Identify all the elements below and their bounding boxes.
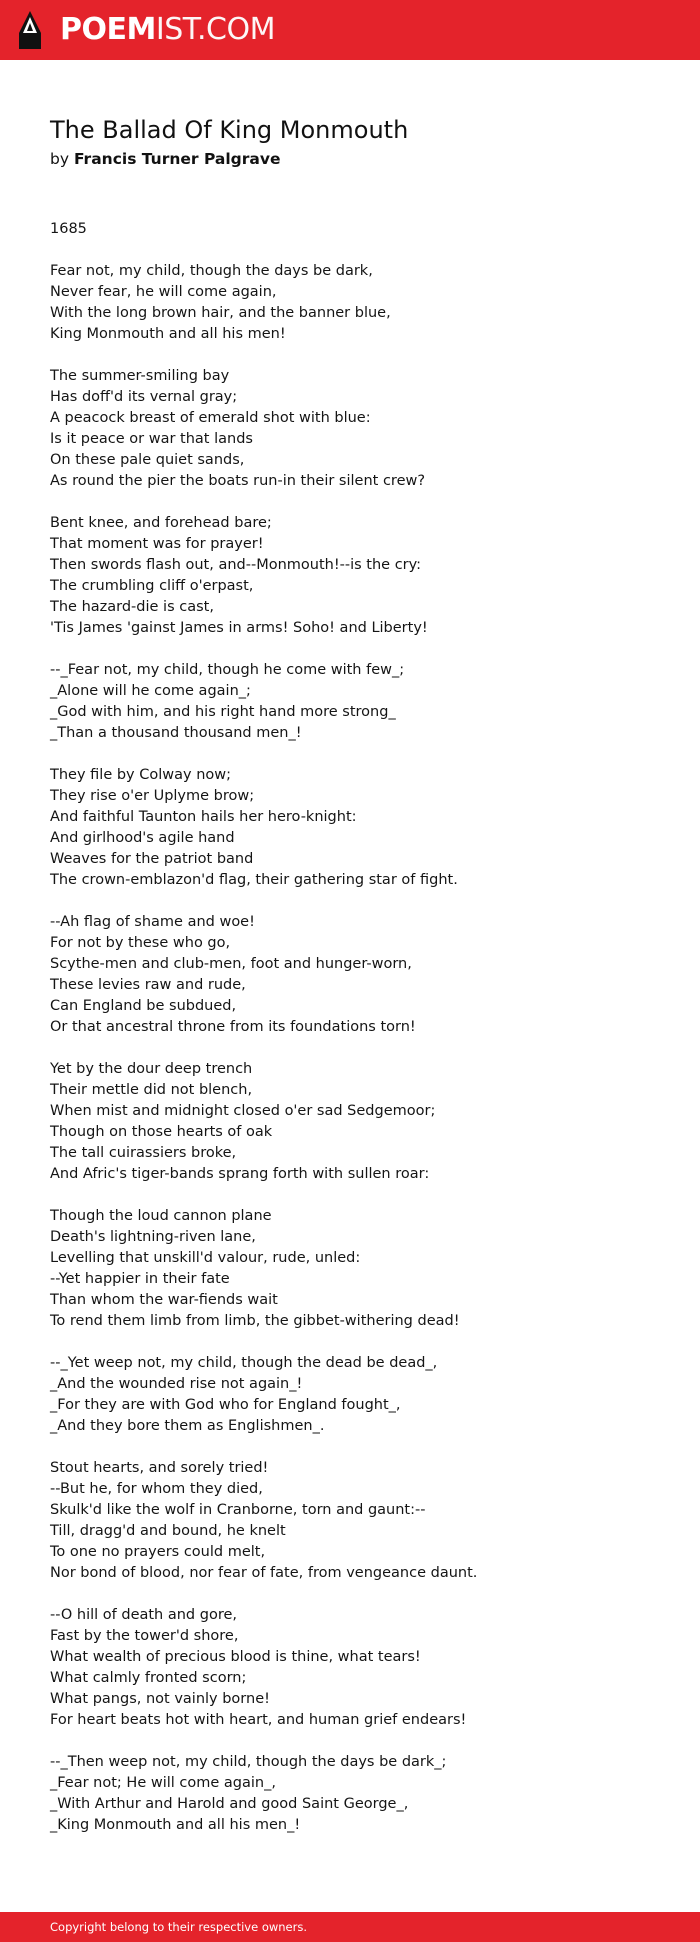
poem-line: 1685 xyxy=(50,221,87,237)
poem-line: King Monmouth and all his men! xyxy=(50,326,286,342)
poem-line: For not by these who go, xyxy=(50,935,231,951)
poem-line: _Than a thousand thousand men_! xyxy=(50,725,302,741)
poem-line: _With Arthur and Harold and good Saint George_, xyxy=(50,1796,409,1812)
poem-line: And girlhood's agile hand xyxy=(50,830,235,846)
poem-line: Fear not, my child, though the days be dark, xyxy=(50,263,373,279)
poem-line: Levelling that unskill'd valour, rude, unled: xyxy=(50,1250,361,1266)
poem-line: That moment was for prayer! xyxy=(50,536,264,552)
stanza xyxy=(50,261,670,345)
poem-line: A peacock breast of emerald shot with blue: xyxy=(50,410,371,426)
site-footer xyxy=(0,1912,700,1942)
poem-line: Than whom the war-fiends wait xyxy=(50,1292,278,1308)
poem-line: Nor bond of blood, nor fear of fate, from vengeance daunt. xyxy=(50,1565,478,1581)
poem-line: Their mettle did not blench, xyxy=(50,1082,253,1098)
poem-line: These levies raw and rude, xyxy=(50,977,246,993)
stanza xyxy=(50,912,670,1038)
poem-line: Though on those hearts of oak xyxy=(50,1124,273,1140)
pen-nib-icon xyxy=(16,9,44,51)
poem-title: The Ballad Of King Monmouth xyxy=(50,116,409,144)
poem-line: Bent knee, and forehead bare; xyxy=(50,515,272,531)
poem-line: Never fear, he will come again, xyxy=(50,284,277,300)
site-header xyxy=(0,0,700,60)
stanza xyxy=(50,1752,670,1836)
poem-line: Can England be subdued, xyxy=(50,998,237,1014)
copyright-text: Copyright belong to their respective owners. xyxy=(50,1920,308,1934)
poem-line: --O hill of death and gore, xyxy=(50,1607,237,1623)
poem-line: --Ah flag of shame and woe! xyxy=(50,914,255,930)
author-name[interactable]: Francis Turner Palgrave xyxy=(73,150,281,168)
poem-body xyxy=(50,219,670,1857)
poem-line: The summer-smiling bay xyxy=(50,368,230,384)
poem-line: They rise o'er Uplyme brow; xyxy=(50,788,255,804)
poem-header xyxy=(50,112,650,170)
poem-line: --Yet happier in their fate xyxy=(50,1271,230,1287)
poem-line: As round the pier the boats run-in their silent crew? xyxy=(50,473,426,489)
poem-line: _Fear not; He will come again_, xyxy=(50,1775,276,1791)
poem-line: --_Fear not, my child, though he come with few_; xyxy=(50,662,405,678)
poem-line: With the long brown hair, and the banner blue, xyxy=(50,305,391,321)
poem-line: _And they bore them as Englishmen_. xyxy=(50,1418,325,1434)
poem-line: Stout hearts, and sorely tried! xyxy=(50,1460,269,1476)
stanza xyxy=(50,366,670,492)
logo-text-light: IST.COM xyxy=(155,12,275,47)
stanza xyxy=(50,1605,670,1731)
poem-line: Then swords flash out, and--Monmouth!--is the cry: xyxy=(50,557,422,573)
poem-line: Skulk'd like the wolf in Cranborne, torn and gaunt:-- xyxy=(50,1502,426,1518)
poem-line: Has doff'd its vernal gray; xyxy=(50,389,238,405)
poem-line: 'Tis James 'gainst James in arms! Soho! and Liberty! xyxy=(50,620,428,636)
poem-line: What wealth of precious blood is thine, what tears! xyxy=(50,1649,421,1665)
poem-line: Is it peace or war that lands xyxy=(50,431,253,447)
poem-line: Scythe-men and club-men, foot and hunger-worn, xyxy=(50,956,412,972)
poem-line: To one no prayers could melt, xyxy=(50,1544,266,1560)
poem-line: Though the loud cannon plane xyxy=(50,1208,272,1224)
poem-line: _Alone will he come again_; xyxy=(50,683,251,699)
stanza xyxy=(50,219,670,240)
stanza xyxy=(50,765,670,891)
poem-line: And Afric's tiger-bands sprang forth with sullen roar: xyxy=(50,1166,430,1182)
poem-line: And faithful Taunton hails her hero-knight: xyxy=(50,809,357,825)
byline xyxy=(50,148,650,170)
stanza xyxy=(50,660,670,744)
poem-line: --_Then weep not, my child, though the days be dark_; xyxy=(50,1754,447,1770)
poem-line: Till, dragg'd and bound, he knelt xyxy=(50,1523,286,1539)
poem-line: _And the wounded rise not again_! xyxy=(50,1376,303,1392)
poem-line: _God with him, and his right hand more strong_ xyxy=(50,704,396,720)
poem-line: What calmly fronted scorn; xyxy=(50,1670,247,1686)
stanza xyxy=(50,1206,670,1332)
poem-line: To rend them limb from limb, the gibbet-withering dead! xyxy=(50,1313,460,1329)
poem-line: When mist and midnight closed o'er sad Sedgemoor; xyxy=(50,1103,436,1119)
poem-line: The crumbling cliff o'erpast, xyxy=(50,578,254,594)
poem-line: _King Monmouth and all his men_! xyxy=(50,1817,301,1833)
logo-text-bold: POEM xyxy=(60,12,156,47)
poem-line: --_Yet weep not, my child, though the dead be dead_, xyxy=(50,1355,438,1371)
poem-line: What pangs, not vainly borne! xyxy=(50,1691,270,1707)
poem-line: They file by Colway now; xyxy=(50,767,232,783)
poem-line: --But he, for whom they died, xyxy=(50,1481,263,1497)
poem-line: Death's lightning-riven lane, xyxy=(50,1229,256,1245)
poem-line: The hazard-die is cast, xyxy=(50,599,214,615)
site-logo[interactable] xyxy=(16,9,275,51)
poem-line: For heart beats hot with heart, and human grief endears! xyxy=(50,1712,467,1728)
poem-line: On these pale quiet sands, xyxy=(50,452,245,468)
poem-line: Fast by the tower'd shore, xyxy=(50,1628,239,1644)
poem-line: The crown-emblazon'd flag, their gathering star of fight. xyxy=(50,872,458,888)
poem-line: Weaves for the patriot band xyxy=(50,851,254,867)
stanza xyxy=(50,1353,670,1437)
poem-line: The tall cuirassiers broke, xyxy=(50,1145,237,1161)
poem-line: _For they are with God who for England fought_, xyxy=(50,1397,401,1413)
stanza xyxy=(50,1458,670,1584)
stanza xyxy=(50,513,670,639)
stanza xyxy=(50,1059,670,1185)
logo-text xyxy=(60,12,275,47)
poem-line: Yet by the dour deep trench xyxy=(50,1061,253,1077)
by-label: by xyxy=(50,150,70,168)
poem-line: Or that ancestral throne from its foundations torn! xyxy=(50,1019,416,1035)
